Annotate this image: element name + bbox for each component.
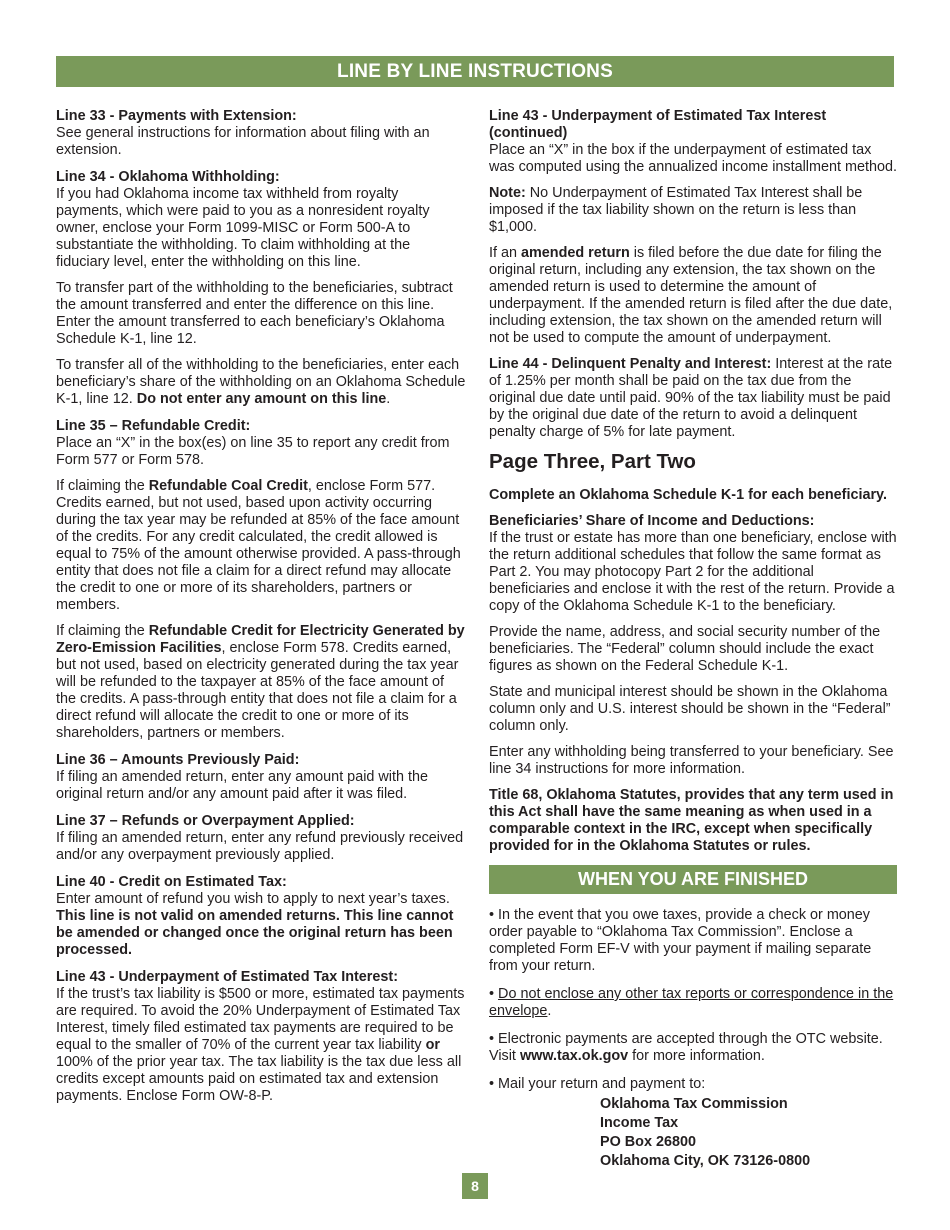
website-link[interactable]: www.tax.ok.gov <box>519 1048 629 1064</box>
section-banner: LINE BY LINE INSTRUCTIONS <box>56 56 894 87</box>
line-36-heading: Line 36 – Amounts Previously Paid: <box>56 752 300 768</box>
bullet-item: • Mail your return and payment to: <box>489 1076 706 1092</box>
text: • Electronic payments are accepted through the OTC website. Visit <box>489 1031 883 1064</box>
bullet: • <box>489 986 499 1002</box>
part-two-subtitle: Complete an Oklahoma Schedule K-1 for each beneficiary. <box>489 487 887 503</box>
line-36-text: If filing an amended return, enter any amount paid with the original return and/or any amount paid after it was filed. <box>56 769 428 802</box>
text: for more information. <box>628 1048 765 1064</box>
line-37-text: If filing an amended return, enter any refund previously received and/or any overpayment previously applied. <box>56 830 464 863</box>
bullet-item <box>489 986 897 1020</box>
bullet-item <box>489 1031 897 1065</box>
note-label: Note: <box>489 185 526 201</box>
line-34-paragraph <box>56 357 466 408</box>
text: If claiming the <box>56 623 149 639</box>
part-two-paragraph: Provide the name, address, and social security number of the beneficiaries. The “Federal” column should include the exact figures as shown on the Federal Schedule K-1. <box>489 624 881 674</box>
title-68-paragraph: Title 68, Oklahoma Statutes, provides that any term used in this Act shall have the same meaning as when used in a comparable context in the IRC, except when specifically provided for in the Oklahoma Statutes or rules. <box>489 787 894 854</box>
text: If claiming the <box>56 478 149 494</box>
line-35-paragraph <box>56 478 466 614</box>
line-40-text <box>56 891 466 959</box>
line-33-heading: Line 33 - Payments with Extension: <box>56 108 297 124</box>
bold-text: or <box>425 1037 440 1053</box>
text: is filed before the due date for filing the original return, including any extension, the tax shown on the amended return is used to determine the amount of underpayment. If the amended return is filed after the due date, including extension, the tax shown on the amended return will not be used to compute the amount of underpayment. <box>489 245 893 346</box>
note-paragraph <box>489 185 897 236</box>
part-two-title: Page Three, Part Two <box>489 450 696 473</box>
amended-return-paragraph <box>489 245 897 347</box>
text: Enter amount of refund you wish to apply to next year’s taxes. <box>56 891 450 907</box>
line-43-section <box>56 969 466 1105</box>
line-36-section <box>56 752 466 803</box>
finished-section <box>489 907 897 1171</box>
line-35-paragraph: Place an “X” in the box(es) on line 35 to report any credit from Form 577 or Form 578. <box>56 435 450 468</box>
line-43-continued-section <box>489 108 897 441</box>
bold-text: amended return <box>521 245 630 261</box>
line-44-paragraph <box>489 356 897 441</box>
line-43-continued-text: Place an “X” in the box if the underpayment of estimated tax was computed using the annualized income installment method. <box>489 142 897 175</box>
beneficiaries-heading: Beneficiaries’ Share of Income and Deductions: <box>489 513 815 529</box>
address-line: Oklahoma Tax Commission <box>600 1096 788 1112</box>
line-35-paragraph <box>56 623 466 742</box>
line-33-text: See general instructions for information about filing with an extension. <box>56 125 430 158</box>
bold-text: Do not enter any amount on this line <box>136 391 387 407</box>
mailing-address <box>600 1095 897 1171</box>
part-two-paragraph: If the trust or estate has more than one beneficiary, enclose with the return additional schedules that follow the same format as Part 2. You may photocopy Part 2 for the additional beneficiaries and enclose it with the rest of the return. Provide a copy of the Oklahoma Schedule K-1 to the beneficiary. <box>489 530 897 614</box>
line-34-paragraph: If you had Oklahoma income tax withheld from royalty payments, which were paid to you as a nonresident royalty owner, enclose your Form 1099-MISC or Form 500-A to substantiate the withholding. To claim withholding at the fiduciary level, enter the withholding on this line. <box>56 186 430 270</box>
bold-text: Refundable Credit for Electricity Generated by Zero-Emission Facilities <box>56 623 465 656</box>
text: If the trust’s tax liability is $500 or more, estimated tax payments are required. To avoid the 20% Underpayment of Estimated Tax Interest, timely filed estimated tax payments are required to be equal to the smaller of 70% of the current year tax liability <box>56 986 465 1053</box>
line-34-section <box>56 169 466 408</box>
line-40-heading: Line 40 - Credit on Estimated Tax: <box>56 874 287 890</box>
line-35-section <box>56 418 466 742</box>
line-37-heading: Line 37 – Refunds or Overpayment Applied: <box>56 813 355 829</box>
line-34-paragraph: To transfer part of the withholding to the beneficiaries, subtract the amount transferred and enter the difference on this line. Enter the amount transferred to each beneficiary’s Oklahoma Schedule K-1, line 12. <box>56 280 453 347</box>
underlined-text: Do not enclose any other tax reports or correspondence in the envelope <box>489 986 894 1019</box>
text: . <box>386 391 391 407</box>
address-line: Oklahoma City, OK 73126-0800 <box>600 1153 811 1169</box>
line-43-heading: Line 43 - Underpayment of Estimated Tax Interest: <box>56 969 398 985</box>
line-33-section <box>56 108 466 159</box>
address-line: PO Box 26800 <box>600 1134 696 1150</box>
line-35-heading: Line 35 – Refundable Credit: <box>56 418 251 434</box>
line-37-section <box>56 813 466 864</box>
page-number: 8 <box>462 1173 488 1199</box>
line-34-heading: Line 34 - Oklahoma Withholding: <box>56 169 280 185</box>
text: If an <box>489 245 521 261</box>
line-43-continued-heading: Line 43 - Underpayment of Estimated Tax Interest (continued) <box>489 108 827 141</box>
bold-text: This line is not valid on amended returns. This line cannot be amended or changed once the original return has been processed. <box>56 908 454 958</box>
finished-banner: WHEN YOU ARE FINISHED <box>489 865 897 894</box>
part-two-paragraph: State and municipal interest should be shown in the Oklahoma column only and U.S. interest should be shown in the “Federal” column only. <box>489 684 891 734</box>
text: 100% of the prior year tax. The tax liability is the tax due less all credits except amounts paid on estimated tax and extension payments. Enclose Form OW-8-P. <box>56 1054 462 1104</box>
part-two-section <box>489 487 897 855</box>
right-column <box>489 108 897 1171</box>
bullet-item: • In the event that you owe taxes, provide a check or money order payable to “Oklahoma Tax Commission”. Enclose a completed Form EF-V with your payment if mailing separate from your return. <box>489 907 872 974</box>
left-column <box>56 108 466 1115</box>
text: , enclose Form 577. Credits earned, but not used, based upon activity occurring during the tax year may be refunded at 85% of the face amount of the credits. For any credit calculated, the credit allowed is equal to 75% of the amount otherwise provided. A pass-through entity that does not file a claim for a direct refund may allocate the credit to one or more of its shareholders, partners or members. <box>56 478 461 613</box>
line-43-text <box>56 986 466 1105</box>
text: Interest at the rate of 1.25% per month shall be paid on the tax due from the original due date until paid. 90% of the tax liability must be paid by the original due date of the return to avoid a delinquent penalty charge of 5% for late payment. <box>489 356 893 440</box>
bold-text: Refundable Coal Credit <box>148 478 308 494</box>
address-line: Income Tax <box>600 1115 679 1131</box>
line-44-heading: Line 44 - Delinquent Penalty and Interest: <box>489 356 772 372</box>
line-40-section <box>56 874 466 959</box>
text: . <box>547 1003 552 1019</box>
text: , enclose Form 578. Credits earned, but not used, based on electricity generated during the tax year will be refunded to the taxpayer at 85% of the face amount of the credits. A pass-through entity that does not file a claim for a direct refund will allocate the credit to one or more of its shareholders, partners or members. <box>56 640 459 741</box>
text: No Underpayment of Estimated Tax Interest shall be imposed if the tax liability shown on the return is less than $1,000. <box>489 185 863 235</box>
text: To transfer all of the withholding to the beneficiaries, enter each beneficiary’s share of the withholding on an Oklahoma Schedule K-1, line 12. <box>56 357 466 407</box>
part-two-paragraph: Enter any withholding being transferred to your beneficiary. See line 34 instructions for more information. <box>489 744 894 777</box>
